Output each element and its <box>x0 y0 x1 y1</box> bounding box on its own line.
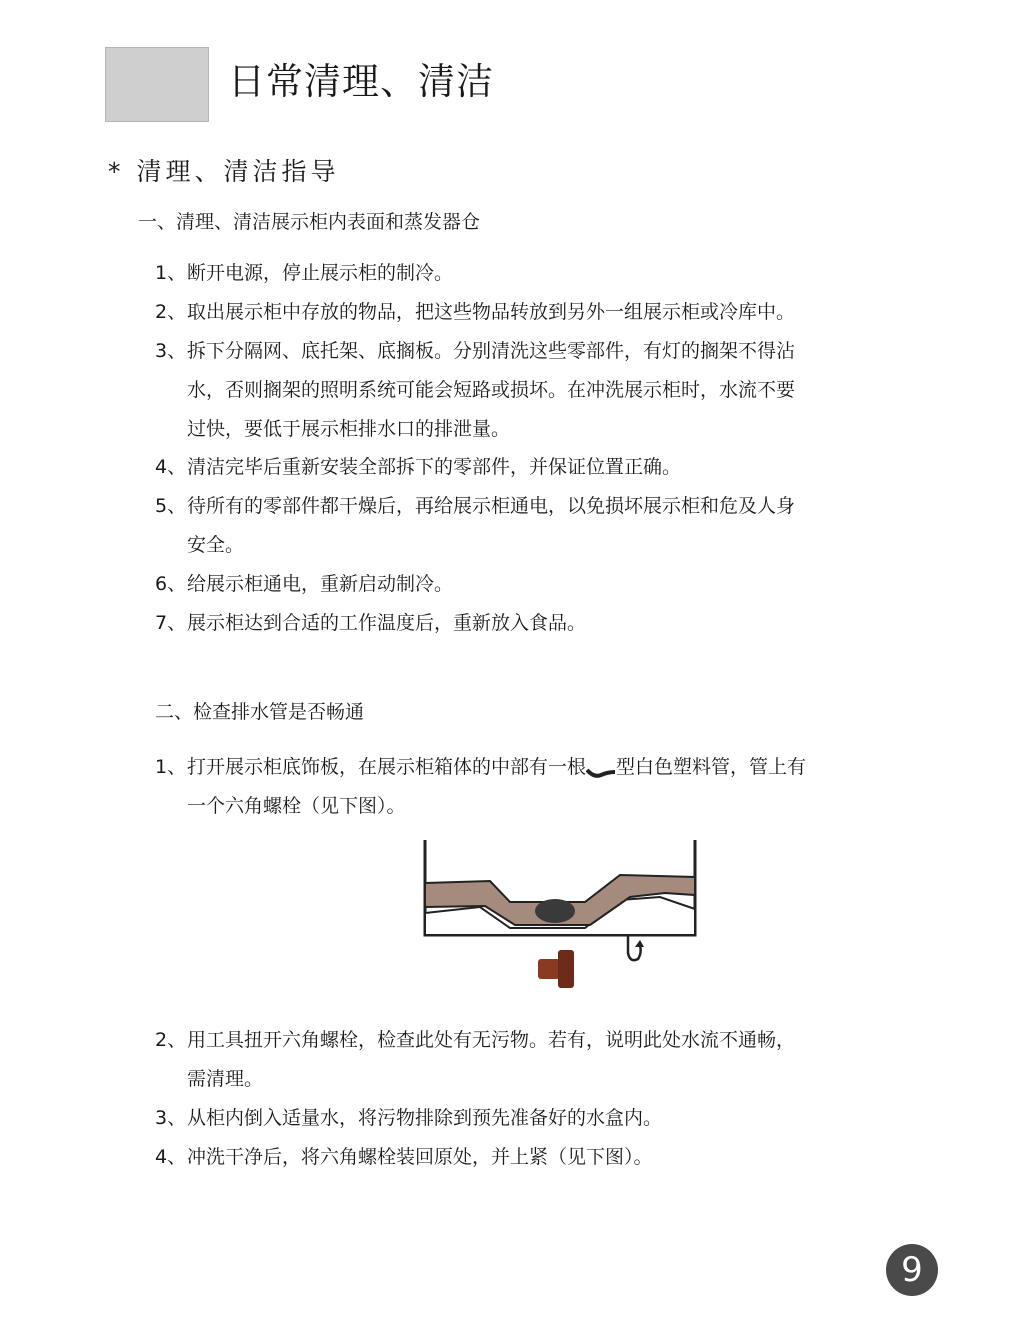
item-text-line: 过快，要低于展示柜排水口的排泄量。 <box>187 418 511 440</box>
item-text-part: 型白色塑料管，管上有 <box>616 756 807 778</box>
item-number: 5、 <box>155 495 187 517</box>
section1-heading: 一、清理、清洁展示柜内表面和蒸发器仓 <box>138 211 481 233</box>
item-text-line: 展示柜达到合适的工作温度后，重新放入食品。 <box>187 612 587 634</box>
item-text-line: 给展示柜通电，重新启动制冷。 <box>187 573 454 595</box>
item-text-line: 断开电源，停止展示柜的制冷。 <box>187 262 454 284</box>
item-number: 1、 <box>155 262 187 284</box>
item-text-line: 安全。 <box>187 534 245 556</box>
header-gray-box <box>105 47 209 122</box>
item-text-line: 一个六角螺栓（见下图）。 <box>187 795 406 817</box>
item-text-line: 待所有的零部件都干燥后，再给展示柜通电，以免损坏展示柜和危及人身 <box>187 495 796 517</box>
item-number: 1、 <box>155 756 187 778</box>
item-number: 3、 <box>155 340 187 362</box>
item-number: 2、 <box>155 1029 187 1051</box>
item-number: 7、 <box>155 612 187 634</box>
item-number: 4、 <box>155 1146 187 1168</box>
section2-heading: 二、检查排水管是否畅通 <box>155 701 365 723</box>
item-number: 6、 <box>155 573 187 595</box>
item-text-line: 冲洗干净后，将六角螺栓装回原处，并上紧（见下图）。 <box>187 1146 653 1168</box>
item-text-line: 水，否则搁架的照明系统可能会短路或损坏。在冲洗展示柜时，水流不要 <box>187 379 796 401</box>
item-text-line: 清洁完毕后重新安装全部拆下的零部件，并保证位置正确。 <box>187 456 682 478</box>
drain-pipe-diagram <box>420 835 700 995</box>
item-number: 3、 <box>155 1107 187 1129</box>
page-number: 9 <box>886 1244 938 1296</box>
item-number: 2、 <box>155 301 187 323</box>
item-text-line: 需清理。 <box>187 1068 264 1090</box>
item-text-line: 拆下分隔网、底托架、底搁板。分别清洗这些零部件，有灯的搁架不得沾 <box>187 340 796 362</box>
section-subtitle: * 清理、清洁指导 <box>108 157 340 186</box>
pipe-shape-icon <box>586 761 616 775</box>
item-number: 4、 <box>155 456 187 478</box>
item-text-part: 打开展示柜底饰板，在展示柜箱体的中部有一根 <box>187 756 587 778</box>
page-title: 日常清理、清洁 <box>228 60 494 103</box>
item-text-line: 用工具扭开六角螺栓，检查此处有无污物。若有，说明此处水流不通畅， <box>187 1029 796 1051</box>
item-text-line: 从柜内倒入适量水，将污物排除到预先准备好的水盒内。 <box>187 1107 663 1129</box>
item-text-line <box>187 754 806 780</box>
item-text-line: 取出展示柜中存放的物品，把这些物品转放到另外一组展示柜或冷库中。 <box>187 301 796 323</box>
